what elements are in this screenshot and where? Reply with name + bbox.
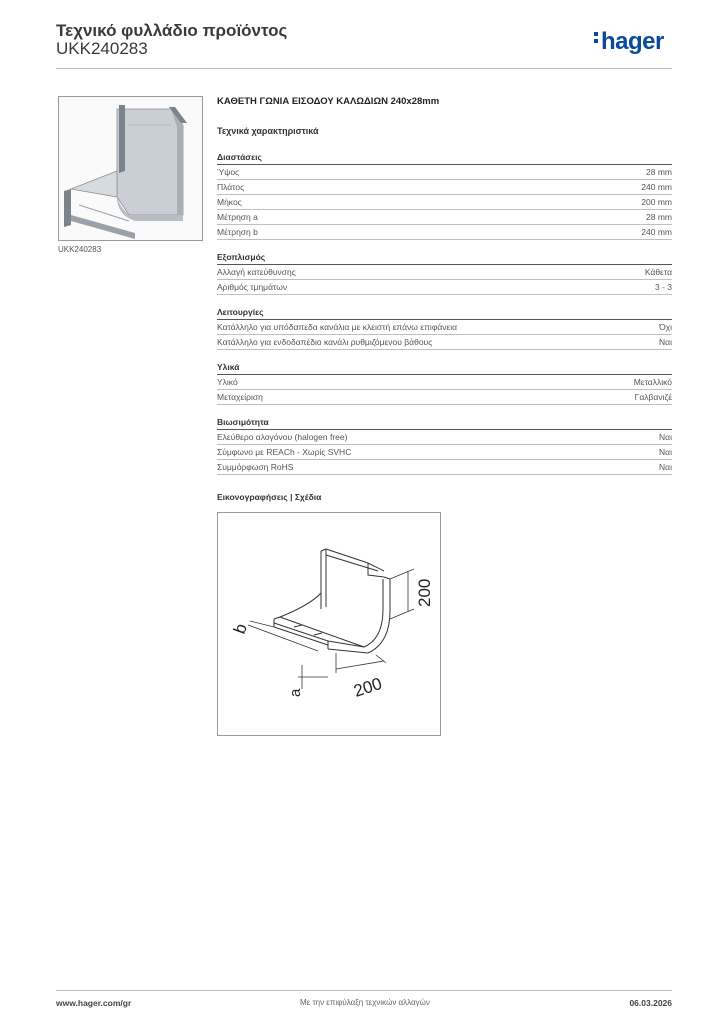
technical-drawing-svg [218, 513, 440, 735]
footer-website: www.hager.com/gr [56, 998, 132, 1008]
tech-specs-heading: Τεχνικά χαρακτηριστικά [217, 126, 319, 136]
hager-logo [594, 28, 664, 56]
spec-row [217, 445, 672, 460]
product-photo [58, 96, 203, 241]
spec-row [217, 390, 672, 405]
spec-label: Ύψος [217, 167, 240, 177]
dimension-height-label: 200 [415, 578, 434, 607]
section-title: Λειτουργίες [217, 306, 672, 320]
spec-value: 200 mm [641, 197, 672, 207]
spec-value: 240 mm [641, 182, 672, 192]
section-dimensions [217, 151, 672, 240]
spec-label: Μέτρηση a [217, 212, 258, 222]
technical-drawing [217, 512, 441, 736]
spec-row [217, 375, 672, 390]
spec-label: Κατάλληλο για υπόδαπεδα κανάλια με κλειστή επάνω επιφάνεια [217, 322, 458, 332]
spec-label: Συμμόρφωση RoHS [217, 462, 294, 472]
section-title: Διαστάσεις [217, 151, 672, 165]
spec-content [217, 94, 672, 475]
spec-value: Ναι [659, 447, 672, 457]
drawings-heading: Εικονογραφήσεις | Σχέδια [217, 492, 322, 502]
dimension-length-label: 200 [351, 673, 385, 701]
section-sustainability [217, 416, 672, 475]
spec-row [217, 430, 672, 445]
logo-text: hager [601, 28, 664, 55]
spec-row [217, 460, 672, 475]
section-equipment [217, 251, 672, 295]
section-title: Υλικά [217, 361, 672, 375]
spec-row [217, 210, 672, 225]
photo-caption: UKK240283 [58, 245, 102, 254]
spec-value: Κάθετα [644, 267, 672, 277]
logo-dots-icon [594, 29, 599, 46]
spec-value: 3 - 3 [654, 282, 672, 292]
section-functions [217, 306, 672, 350]
page-title: Τεχνικό φυλλάδιο προϊόντος [56, 21, 288, 40]
product-title: ΚΑΘΕΤΗ ΓΩΝΙΑ ΕΙΣΟΔΟΥ ΚΑΛΩΔΙΩΝ 240x28mm [217, 96, 440, 107]
section-title: Βιωσιμότητα [217, 416, 672, 430]
header-divider [56, 68, 672, 69]
spec-row [217, 165, 672, 180]
spec-label: Αριθμός τμημάτων [217, 282, 288, 292]
spec-value: Γαλβανιζέ [634, 392, 672, 402]
spec-value: Ναι [659, 432, 672, 442]
spec-value: 240 mm [641, 227, 672, 237]
product-photo-image [59, 97, 202, 240]
spec-value: Ναι [659, 462, 672, 472]
spec-row [217, 195, 672, 210]
dimension-a-label: a [287, 688, 304, 697]
footer-divider [56, 990, 672, 991]
dimension-b-label: b [229, 620, 251, 637]
spec-label: Μεταχείριση [217, 392, 263, 402]
product-code: UKK240283 [56, 39, 148, 58]
spec-value: Μεταλλικό [633, 377, 672, 387]
footer-note: Με την επιφύλαξη τεχνικών αλλαγών [300, 998, 430, 1007]
footer-date: 06.03.2026 [629, 998, 672, 1008]
spec-label: Μήκος [217, 197, 242, 207]
spec-row [217, 265, 672, 280]
spec-value: 28 mm [646, 167, 672, 177]
spec-row [217, 280, 672, 295]
spec-value: Όχι [659, 322, 672, 332]
spec-label: Σύμφωνο με REACh - Χωρίς SVHC [217, 447, 352, 457]
spec-label: Μέτρηση b [217, 227, 258, 237]
spec-value: Ναι [659, 337, 672, 347]
spec-label: Αλλαγή κατεύθυνσης [217, 267, 296, 277]
spec-label: Υλικό [217, 377, 238, 387]
section-materials [217, 361, 672, 405]
spec-row [217, 225, 672, 240]
spec-row [217, 320, 672, 335]
spec-label: Πλάτος [217, 182, 245, 192]
section-title: Εξοπλισμός [217, 251, 672, 265]
spec-label: Κατάλληλο για ενδοδαπέδιο κανάλι ρυθμιζόμενου βάθους [217, 337, 433, 347]
spec-value: 28 mm [646, 212, 672, 222]
spec-label: Ελεύθερο αλογόνου (halogen free) [217, 432, 348, 442]
spec-row [217, 335, 672, 350]
spec-row [217, 180, 672, 195]
